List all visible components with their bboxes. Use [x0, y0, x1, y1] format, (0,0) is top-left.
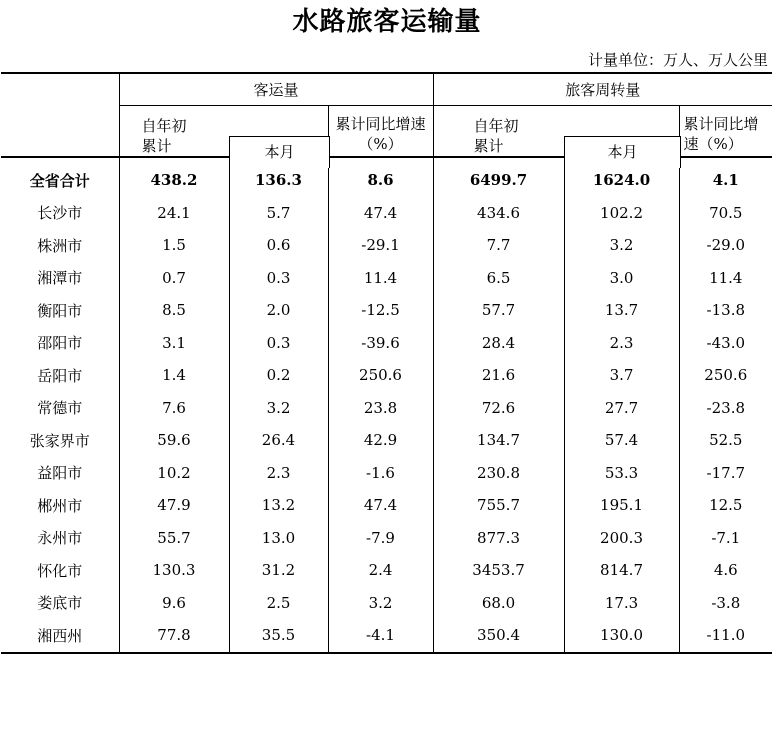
volume-growth-line2: （%）: [358, 135, 403, 153]
region-name: 常德市: [1, 392, 119, 425]
volume-growth-cell: -29.1: [328, 229, 433, 262]
turnover-month-cell: 814.7: [564, 554, 679, 587]
table-row: [1, 327, 772, 360]
turnover-ytd-cell: 6499.7: [433, 157, 564, 197]
turnover-month-cell: 53.3: [564, 457, 679, 490]
table-row: [1, 619, 772, 653]
volume-month-cell: 26.4: [229, 424, 328, 457]
turnover-month-cell: 3.0: [564, 262, 679, 295]
passenger-turnover-header: 旅客周转量: [433, 73, 772, 106]
volume-month-header: [229, 136, 330, 168]
turnover-month-cell: 3.7: [564, 359, 679, 392]
turnover-ytd-cell: 57.7: [433, 294, 564, 327]
volume-growth-cell: -4.1: [328, 619, 433, 653]
turnover-growth-line2: 速（%）: [683, 135, 743, 153]
volume-ytd-cell: 59.6: [119, 424, 229, 457]
turnover-growth-cell: -11.0: [679, 619, 772, 653]
turnover-growth-cell: -43.0: [706, 333, 746, 352]
region-name: 株洲市: [1, 229, 119, 262]
turnover-ytd-cell: 68.0: [433, 587, 564, 620]
region-name: 益阳市: [1, 457, 119, 490]
turnover-ytd-cell: 434.6: [433, 197, 564, 230]
table-row: [1, 359, 772, 392]
turnover-month-cell: 3.2: [564, 229, 679, 262]
turnover-growth-cell: -7.1: [711, 528, 741, 547]
turnover-growth-cell: 250.6: [704, 366, 748, 385]
turnover-ytd-cell: 7.7: [433, 229, 564, 262]
volume-growth-cell: 42.9: [328, 424, 433, 457]
volume-growth-cell: 11.4: [328, 262, 433, 295]
volume-ytd-cell: 7.6: [119, 392, 229, 425]
volume-growth-cell: 8.6: [328, 157, 433, 197]
turnover-month-cell: 130.0: [564, 619, 679, 653]
region-name: 湘西州: [1, 619, 119, 653]
turnover-growth-cell: -3.8: [711, 593, 741, 612]
volume-month-cell: 35.5: [229, 619, 328, 653]
volume-ytd-cell: 10.2: [119, 457, 229, 490]
volume-growth-cell: -12.5: [328, 294, 433, 327]
volume-month-cell: 5.7: [229, 197, 328, 230]
volume-month-cell: 2.3: [229, 457, 328, 490]
table-row: [1, 392, 772, 425]
turnover-growth-cell: 52.5: [709, 431, 743, 450]
volume-growth-header: [328, 106, 433, 158]
region-name: 长沙市: [1, 197, 119, 230]
table-row: [1, 424, 772, 457]
region-name: 湘潭市: [1, 262, 119, 295]
table-row: [1, 587, 772, 620]
region-name: 邵阳市: [1, 327, 119, 360]
turnover-ytd-cell: 21.6: [433, 359, 564, 392]
region-name: 衡阳市: [1, 294, 119, 327]
turnover-month-cell: 27.7: [564, 392, 679, 425]
volume-month-cell: 0.6: [229, 229, 328, 262]
volume-growth-cell: 3.2: [328, 587, 433, 620]
volume-growth-cell: 2.4: [328, 554, 433, 587]
turnover-month-cell: 17.3: [564, 587, 679, 620]
turnover-ytd-cell: 6.5: [433, 262, 564, 295]
volume-month-cell: 3.2: [229, 392, 328, 425]
region-name: 娄底市: [1, 587, 119, 620]
table-row: [1, 197, 772, 230]
table-row: [1, 489, 772, 522]
unit-note: 计量单位：万人、万人公里: [587, 51, 768, 69]
region-name: 岳阳市: [1, 359, 119, 392]
turnover-ytd-line1: 自年初: [473, 117, 519, 135]
table-row: [1, 294, 772, 327]
table-body: [1, 157, 772, 653]
volume-growth-cell: 23.8: [328, 392, 433, 425]
turnover-ytd-cell: 230.8: [433, 457, 564, 490]
volume-growth-cell: -7.9: [328, 522, 433, 555]
turnover-ytd-cell: 72.6: [433, 392, 564, 425]
region-name: 张家界市: [1, 424, 119, 457]
turnover-month-label: 本月: [607, 143, 638, 161]
volume-month-cell: 136.3: [229, 157, 328, 197]
turnover-ytd-cell: 3453.7: [433, 554, 564, 587]
turnover-ytd-cell: 28.4: [433, 327, 564, 360]
table-row: [1, 457, 772, 490]
volume-ytd-cell: 77.8: [119, 619, 229, 653]
region-header: [1, 73, 119, 157]
volume-ytd-cell: 1.5: [119, 229, 229, 262]
volume-ytd-cell: 0.7: [119, 262, 229, 295]
volume-ytd-line1: 自年初: [141, 117, 187, 135]
volume-month-cell: 13.0: [229, 522, 328, 555]
volume-month-cell: 13.2: [229, 489, 328, 522]
volume-ytd-cell: 55.7: [119, 522, 229, 555]
turnover-ytd-cell: 134.7: [433, 424, 564, 457]
turnover-growth-cell: -17.7: [706, 463, 746, 482]
volume-month-cell: 0.2: [229, 359, 328, 392]
volume-ytd-line2: 累计: [141, 137, 172, 155]
turnover-growth-cell: 4.6: [713, 561, 738, 580]
turnover-growth-cell: -29.0: [706, 236, 746, 255]
volume-growth-cell: 47.4: [328, 489, 433, 522]
passenger-volume-header: 客运量: [119, 73, 433, 106]
turnover-month-cell: 200.3: [564, 522, 679, 555]
volume-month-cell: 2.5: [229, 587, 328, 620]
volume-ytd-cell: 3.1: [119, 327, 229, 360]
volume-growth-cell: -1.6: [328, 457, 433, 490]
turnover-growth-cell: 12.5: [709, 496, 743, 515]
volume-ytd-cell: 24.1: [119, 197, 229, 230]
table-row: [1, 229, 772, 262]
turnover-growth-header: [679, 106, 772, 158]
turnover-month-cell: 2.3: [564, 327, 679, 360]
table-row: [1, 522, 772, 555]
turnover-month-cell: 57.4: [564, 424, 679, 457]
turnover-ytd-line2: 累计: [473, 137, 504, 155]
volume-month-cell: 0.3: [229, 327, 328, 360]
volume-growth-line1: 累计同比增速: [335, 115, 426, 133]
region-name: 全省合计: [1, 157, 119, 197]
table-row: [1, 554, 772, 587]
turnover-month-cell: 1624.0: [564, 157, 679, 197]
volume-month-cell: 2.0: [229, 294, 328, 327]
volume-ytd-cell: 47.9: [119, 489, 229, 522]
turnover-growth-cell: 11.4: [709, 268, 743, 287]
volume-month-label: 本月: [264, 143, 295, 161]
volume-growth-cell: 250.6: [328, 359, 433, 392]
turnover-month-cell: 13.7: [564, 294, 679, 327]
turnover-month-header: [564, 136, 681, 168]
volume-month-cell: 0.3: [229, 262, 328, 295]
turnover-growth-cell: -13.8: [706, 301, 746, 320]
volume-growth-cell: 47.4: [328, 197, 433, 230]
region-name: 永州市: [1, 522, 119, 555]
turnover-month-cell: 195.1: [564, 489, 679, 522]
volume-growth-cell: -39.6: [328, 327, 433, 360]
turnover-growth-line1: 累计同比增: [683, 115, 759, 133]
region-name: 怀化市: [1, 554, 119, 587]
turnover-ytd-cell: 755.7: [433, 489, 564, 522]
turnover-growth-cell: -23.8: [706, 398, 746, 417]
turnover-ytd-cell: 877.3: [433, 522, 564, 555]
volume-ytd-cell: 130.3: [119, 554, 229, 587]
region-name: 郴州市: [1, 489, 119, 522]
volume-month-cell: 31.2: [229, 554, 328, 587]
volume-ytd-cell: 438.2: [119, 157, 229, 197]
page-title: 水路旅客运输量: [292, 7, 482, 37]
volume-ytd-cell: 8.5: [119, 294, 229, 327]
volume-ytd-cell: 9.6: [119, 587, 229, 620]
turnover-month-cell: 102.2: [564, 197, 679, 230]
turnover-growth-cell: 4.1: [712, 171, 739, 190]
turnover-ytd-cell: 350.4: [433, 619, 564, 653]
turnover-growth-cell: 70.5: [709, 203, 743, 222]
table-row: [1, 262, 772, 295]
volume-ytd-cell: 1.4: [119, 359, 229, 392]
